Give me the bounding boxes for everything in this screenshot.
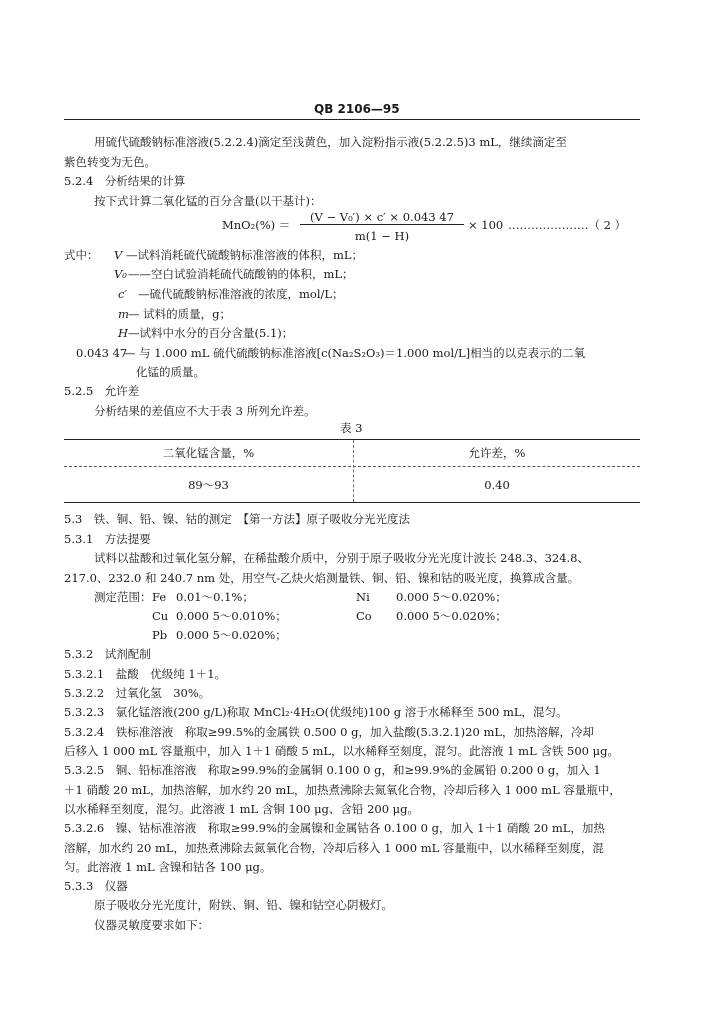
section-5-3-2-heading: 5.3.2 试剂配制 [64,647,151,661]
reagent-item: 5.3.2.6 镍、钴标准溶液 称取≥99.9%的金属镍和金属钴各 0.100 0 g，加入 1＋1 硝酸 20 mL，加热 [64,821,605,835]
var-description: —硫代硫酸钠标准溶液的浓度，mol/L； [138,287,344,301]
range-value: 0.000 5～0.010%； [176,609,287,623]
standard-number: QB 2106—95 [314,102,400,116]
var-symbol: c′ [118,287,128,301]
reagent-item: ＋1 硝酸 20 mL，加热溶解，加水约 20 mL，加热煮沸除去氮氧化合物，冷却后移入 1 000 mL 容量瓶中， [64,783,621,797]
table-caption: 表 3 [340,421,363,435]
section-5-3-3-heading: 5.3.3 仪器 [64,879,128,893]
range-value: 0.000 5～0.020%； [396,590,507,604]
var-description-cont: 化锰的质量。 [136,365,205,379]
reagent-item: 5.3.2.4 铁标准溶液 称取≥99.5%的金属铁 0.500 0 g，加入盐酸(5.3.2.1)20 mL，加热溶解，冷却 [64,725,595,739]
range-element: Co [356,609,372,623]
section-5-3-1-heading: 5.3.1 方法提要 [64,532,151,546]
reagent-item: 以水稀释至刻度，混匀。此溶液 1 mL 含铜 100 μg、含铅 200 μg。 [64,802,420,816]
var-symbol: 0.043 47 [76,346,128,360]
instrument-line-2: 仪器灵敏度要求如下： [94,918,209,932]
reagent-item: 5.3.2.1 盐酸 优级纯 1＋1。 [64,667,227,681]
range-element: Ni [356,590,370,604]
formula-rhs: × 100 [468,218,504,232]
table-header-rule [64,466,640,467]
table-header-cell: 允许差，% [468,446,526,460]
formula-numerator: (V − V₀′) × c′ × 0.043 47 [310,210,454,224]
reagent-item: 5.3.2.5 铜、铅标准溶液 称取≥99.9%的金属铜 0.100 0 g，和≥99.9%的金属铅 0.200 0 g，加入 1 [64,763,601,777]
var-symbol: H [118,326,129,340]
section-5-2-5-heading: 5.2.5 允许差 [64,384,140,398]
var-description: — 与 1.000 mL 硫代硫酸钠标准溶液[c(Na₂S₂O₃)＝1.000 mol/L]相当的以克表示的二氧 [124,346,586,360]
where-label: 式中： [64,248,99,262]
instrument-line-1: 原子吸收分光光度计，附铁、铜、铅、镍和钴空心阴极灯。 [94,898,393,912]
range-element: Pb [152,628,168,642]
section-5-2-5-text: 分析结果的差值应不大于表 3 所列允许差。 [94,404,316,418]
formula-number: …………………（ 2 ） [508,218,627,232]
reagent-item: 5.3.2.2 过氧化氢 30%。 [64,686,211,700]
reagent-item: 后移入 1 000 mL 容量瓶中，加入 1＋1 硝酸 5 mL，以水稀释至刻度，混匀。此溶液 1 mL 含铁 500 μg。 [64,744,619,758]
var-description: —试料消耗硫代硫酸钠标准溶液的体积，mL； [126,248,364,262]
method-summary-line-2: 217.0、232.0 和 240.7 nm 处，用空气-乙炔火焰测量铁、铜、铅、镍和钴的吸光度，换算成含量。 [64,571,580,585]
reagent-item: 溶解，加水约 20 mL，加热煮沸除去氮氧化合物，冷却后移入 1 000 mL 容量瓶中，以水稀释至刻度，混 [64,841,604,855]
var-description: —试料中水分的百分含量(5.1)； [128,326,294,340]
intro-line-1: 用硫代硫酸钠标准溶液(5.2.2.4)滴定至浅黄色，加入淀粉指示液(5.2.2.5)3 mL，继续滴定至 [94,135,567,149]
section-5-2-4-heading: 5.2.4 分析结果的计算 [64,174,186,188]
var-description: ——空白试验消耗硫代硫酸钠的体积，mL； [128,267,354,281]
table-header-cell: 二氧化锰含量，% [162,446,255,460]
var-symbol: V [114,248,123,262]
range-label: 测定范围： [94,590,152,604]
table-cell: 89～93 [188,478,229,492]
table-top-rule [64,439,640,440]
section-5-3-heading: 5.3 铁、铜、铅、镍、钴的测定 【第一方法】原子吸收分光光度法 [64,512,411,526]
table-cell: 0.40 [484,478,510,492]
formula-lhs: MnO₂(%) ＝ [222,218,291,232]
var-symbol: V₀ [114,267,127,281]
method-summary-line-1: 试料以盐酸和过氧化氢分解，在稀盐酸介质中，分别于原子吸收分光光度计波长 248.3、324.8、 [94,551,589,565]
range-element: Cu [152,609,169,623]
formula-fraction-bar [300,224,464,225]
table-bottom-rule [64,502,640,503]
header-rule [64,119,640,120]
formula-denominator: m(1 − H) [354,229,410,243]
var-symbol: m [118,307,129,321]
range-value: 0.01～0.1%； [176,590,254,604]
range-value: 0.000 5～0.020%； [396,609,507,623]
intro-line-2: 紫色转变为无色。 [64,155,156,169]
var-description: — 试料的质量，g； [128,307,232,321]
reagent-item: 匀。此溶液 1 mL 含镍和钴各 100 μg。 [64,860,272,874]
range-element: Fe [152,590,167,604]
range-value: 0.000 5～0.020%； [176,628,287,642]
reagent-item: 5.3.2.3 氯化锰溶液(200 g/L)称取 MnCl₂·4H₂O(优级纯)100 g 溶于水稀释至 500 mL，混匀。 [64,705,568,719]
section-5-2-4-intro: 按下式计算二氧化锰的百分含量(以干基计)： [94,194,322,208]
